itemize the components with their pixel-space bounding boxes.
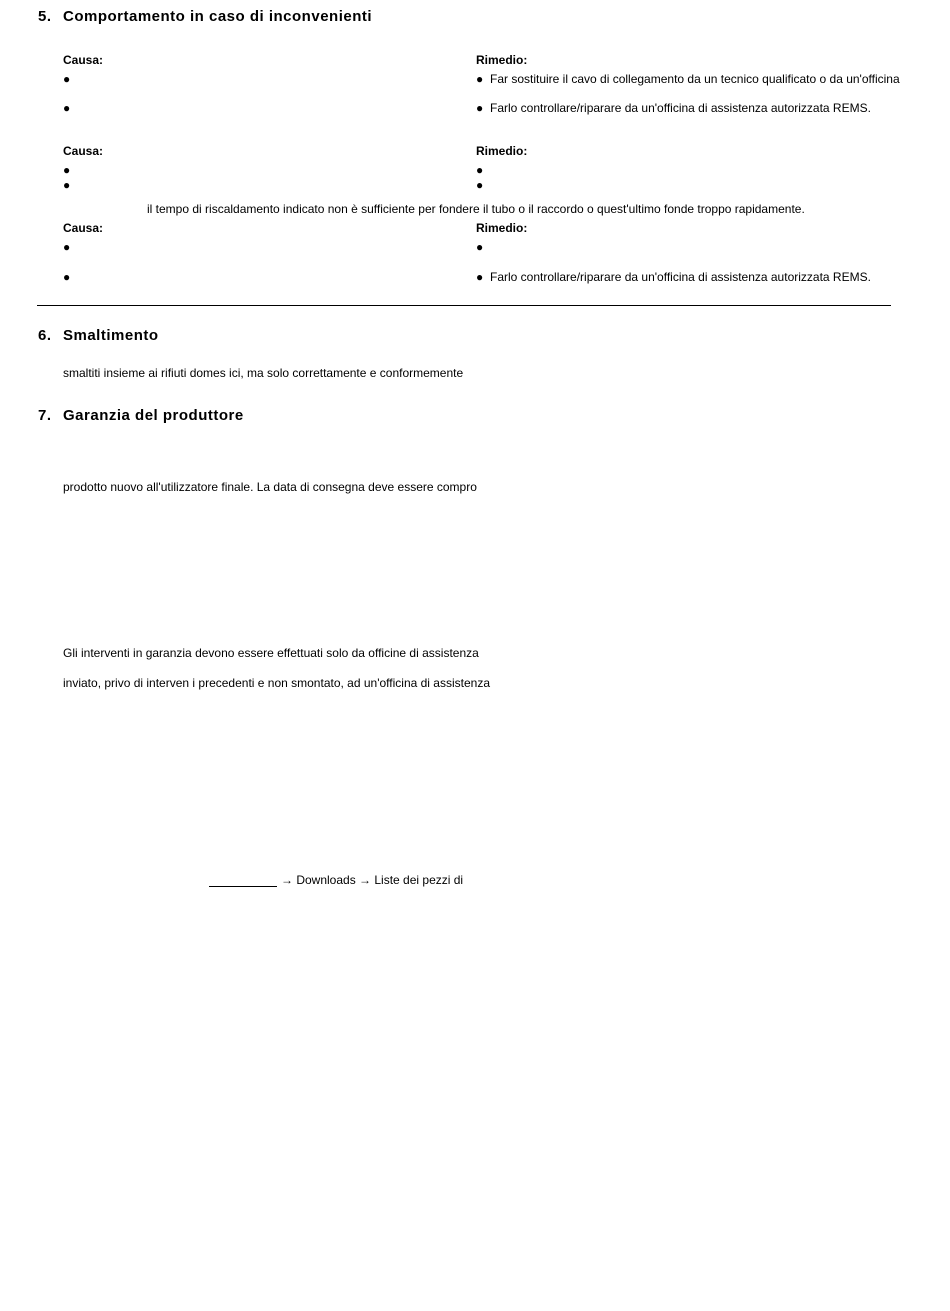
section-5-number: 5. <box>38 8 52 25</box>
remedy-label: Rimedio: <box>476 53 528 67</box>
section-divider <box>37 305 891 306</box>
warranty-paragraph: prodotto nuovo all'utilizzatore finale. La data di consegna deve essere compro <box>63 480 477 494</box>
link-underline[interactable] <box>209 886 277 887</box>
warranty-paragraph: Gli interventi in garanzia devono essere effettuati solo da officine di assistenza <box>63 646 479 660</box>
cause-label: Causa: <box>63 221 104 235</box>
remedy-label: Rimedio: <box>476 144 528 158</box>
section-7-number: 7. <box>38 407 52 424</box>
disposal-text: smaltiti insieme ai rifiuti domes ici, ma solo correttamente e conformemente <box>63 366 464 380</box>
section-5-title: Comportamento in caso di inconvenienti <box>63 8 373 25</box>
bullet: ● <box>476 240 484 254</box>
section-6-number: 6. <box>38 327 52 344</box>
downloads-link-text[interactable]: → Downloads → Liste dei pezzi di <box>281 873 464 887</box>
bullet: ● <box>476 178 484 192</box>
bullet: ● <box>63 72 71 86</box>
remedy-label: Rimedio: <box>476 221 528 235</box>
bullet: ● <box>63 240 71 254</box>
bullet: ● <box>476 72 484 86</box>
bullet: ● <box>63 163 71 177</box>
bullet: ● <box>63 178 71 192</box>
warranty-paragraph: inviato, privo di interven i precedenti e non smontato, ad un'officina di assistenza <box>63 676 490 690</box>
bullet: ● <box>476 270 484 284</box>
section-7-title: Garanzia del produttore <box>63 407 244 424</box>
remedy-text: Farlo controllare/riparare da un'officina di assistenza autorizzata REMS. <box>490 270 871 284</box>
bullet: ● <box>63 270 71 284</box>
cause-note: il tempo di riscaldamento indicato non è sufficiente per fondere il tubo o il raccordo o quest'ultimo fonde troppo rapidamente. <box>147 202 805 216</box>
remedy-text: Far sostituire il cavo di collegamento da un tecnico qualificato o da un'officina <box>490 72 900 86</box>
bullet: ● <box>476 101 484 115</box>
bullet: ● <box>63 101 71 115</box>
remedy-text: Farlo controllare/riparare da un'officina di assistenza autorizzata REMS. <box>490 101 871 115</box>
section-6-title: Smaltimento <box>63 327 159 344</box>
cause-label: Causa: <box>63 53 104 67</box>
cause-label: Causa: <box>63 144 104 158</box>
bullet: ● <box>476 163 484 177</box>
